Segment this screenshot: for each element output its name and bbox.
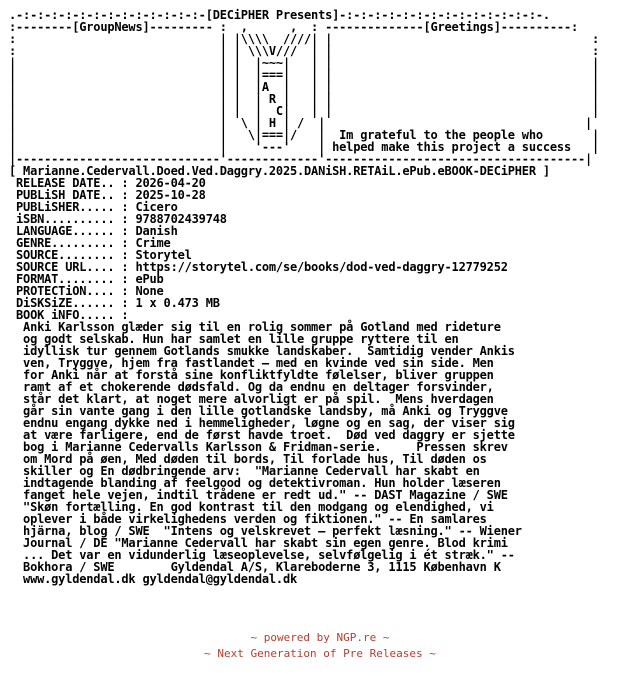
tagline-text: ~ Next Generation of Pre Releases ~ bbox=[204, 647, 436, 660]
nfo-text-block: .-:-:-:-:-:-:-:-:-:-:-:-:-:-[DECiPHER Presents]-:-:-:-:-:-:-:-:-:-:-:-:-:-:-. :--------[GroupNews]--------- : , , : --------------[Greetings]----------: : | |\\\\ ////| | : : | | \\\V/// | | : | | | |~~~| | | | | | | |===| | | | | | | |A | | | | | | | | R | | | | | | | | C| | | | | | \ | H | / | | | | \|===|/ | Im grateful to the people who | | | '---' | helped make this project a success | |-----------------------------'-------------'-------------------------------------| [ Marianne.Cedervall.Doed.Ved.Daggry.2025.DANiSH.RETAiL.ePub.eBOOK-DECiPHER ] RELEASE DATE.. : 2026-04-20 PUBLiSH DATE.. : 2025-10-28 PUBLiSHER..... : Cicero iSBN.......... : 9788702439748 LANGUAGE...... : Danish GENRE......... : Crime SOURCE........ : Storytel SOURCE URL.... : https://storytel.com/se/books/dod-ved-daggry-12779252 FORMAT........ : ePub PROTECTiON.... : None DiSKSiZE...... : 1 x 0.473 MB BOOK iNFO..... : Anki Karlsson glæder sig til en rolig sommer på Gotland med rideture og godt selskab. Hun har samlet en lille gruppe ryttere til en idyllisk tur gennem Gotlands smukke landskaber. Samtidig vender Ankis ven, Tryggve, hjem fra fastlandet – med en kvinde ved sin side. Men for Anki når at forstå sine konfliktfyldte følelser, bliver gruppen ramt af et chokerende dødsfald. Og da endnu en deltager forsvinder, står det klart, at noget mere alvorligt er på spil. Mens hverdagen går sin vante gang i den lille gotlandske landsby, må Anki og Tryggve endnu engang dykke ned i hemmeligheder, løgne og en sag, der viser sig at være farligere, end de først havde troet. Død ved daggry er sjette bog i Marianne Cedervalls Karlsson & Fridman-serie. Pressen skrev om Mord på øen, Med døden til bords, Til forlade hus, Til døden os skiller og En dødbringende arv: "Marianne Cedervall har skabt en indtagende blanding af feelgood og detektivroman. Hun holder læseren fanget hele vejen, indtil trådene er redt ud." -- DAST Magazine / SWE "Skøn fortælling. En god kontrast til den modgang og elendighed, vi oplever i både virkelighedens verden og fiktionen." -- En samlares hjärna, blog / SWE "Intens og velskrevet – perfekt læsning." -- Wiener Journal / DE "Marianne Cedervall har skabt sin egen genre. Blod krimi ... Det var en vidunderlig læseoplevelse, selvfølgelig i ét stræk." -- Bokhora / SWE Gyldendal A/S, Klareboderne 3, 1115 København K www.gyldendal.dk gyldendal@gyldendal.dk bbox=[9, 8, 600, 586]
powered-by-link[interactable]: ~ powered by NGP.re ~ bbox=[250, 631, 390, 644]
